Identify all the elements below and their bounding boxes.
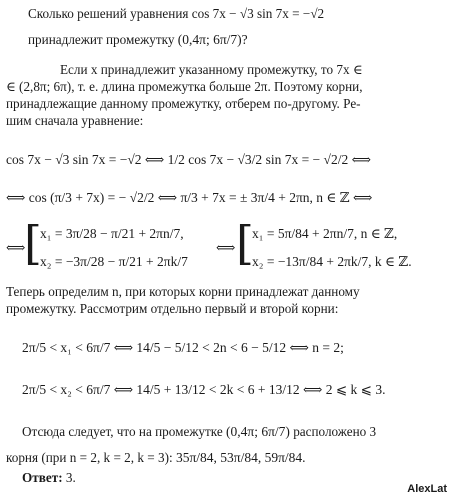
system-arrow-left: ⟺ xyxy=(6,240,26,255)
watermark: AlexLat xyxy=(407,483,447,495)
para3-text-roots-label: корня (при n = 2, k = 2, k = 3): xyxy=(6,450,173,465)
para3-text-c: расположено 3 xyxy=(293,424,377,439)
inequality-1: 2π/5 < x₁ < 6π/7 ⟺ 14/5 − 5/12 < 2n < 6 − 5/12 ⟺ n = 2; xyxy=(22,340,344,355)
para1-line-3: принадлежащие данному промежутку, отберем по-другому. Ре- xyxy=(6,96,361,111)
eq1-arrow: ⟺ xyxy=(351,152,371,167)
eq1-mid: cos 7x − xyxy=(188,152,235,167)
para1-line-1: Если x принадлежит указанному промежутку, то 7x ∈ xyxy=(60,62,363,77)
problem-line-2 xyxy=(28,32,248,48)
system-arrow-mid: ⟺ xyxy=(216,240,236,255)
para3-interval: (0,4π; 6π/7) xyxy=(226,424,290,439)
system-1-brace: [ xyxy=(24,216,42,270)
answer-label: Ответ: xyxy=(22,470,63,485)
eq1-sqrt3-half: √3/2 xyxy=(237,152,263,167)
eq2-pi3-b: π/3 xyxy=(180,190,198,205)
eq1-left: cos 7x − √3 sin 7x = −√2 ⟺ xyxy=(6,152,165,167)
eq2-e: + 2πn, n ∈ ℤ ⟺ xyxy=(278,190,373,205)
answer-line xyxy=(22,470,76,486)
para2-line-1: Теперь определим n, при которых корни принадлежат данному xyxy=(6,284,360,299)
eq2-sqrt2-half: √2/2 xyxy=(129,190,155,205)
eq2-b: + 7x) = − xyxy=(75,190,127,205)
system-1-x2: x₂ = −3π/28 − π/21 + 2πk/7 xyxy=(40,254,188,269)
equation-1 xyxy=(6,152,371,168)
eq2-d: + 7x = ± xyxy=(201,190,248,205)
eq2-pi3: π/3 xyxy=(54,190,72,205)
system-2-brace: [ xyxy=(236,216,254,270)
eq1-sqrt2-half: √2/2 xyxy=(323,152,349,167)
inequality-2: 2π/5 < x₂ < 6π/7 ⟺ 14/5 + 13/12 < 2k < 6 + 13/12 ⟺ 2 ⩽ k ⩽ 3. xyxy=(22,382,386,397)
para2-line-2: промежутку. Рассмотрим отдельно первый и второй корни: xyxy=(6,301,339,316)
eq2-pm: 3π/4 xyxy=(250,190,275,205)
eq2-c: ⟺ xyxy=(157,190,178,205)
equation-2: ⟺ cos (π/3 + 7x) = − √2/2 ⟺ π/3 + 7x = ± 3π/4 + 2πn, n ∈ ℤ ⟺ xyxy=(6,190,373,205)
para1-line-4: шим сначала уравнение: xyxy=(6,113,144,128)
system-2-x2: x₂ = −13π/84 + 2πk/7, k ∈ ℤ. xyxy=(252,254,412,269)
para3-line-1 xyxy=(22,424,376,440)
para3-line-2 xyxy=(6,450,306,466)
answer-value: 3. xyxy=(65,470,76,485)
system-1-x1: x₁ = 3π/28 − π/21 + 2πn/7, xyxy=(40,226,184,241)
para1-line-2: ∈ (2,8π; 6π), т. е. длина промежутка больше 2π. Поэтому корни, xyxy=(6,79,363,94)
problem-text: принадлежит промежутку xyxy=(28,32,175,47)
eq2-a: ⟺ cos xyxy=(6,190,47,205)
system-2-x1: x₁ = 5π/84 + 2πn/7, n ∈ ℤ, xyxy=(252,226,398,241)
problem-interval: (0,4π; 6π/7)? xyxy=(177,32,248,47)
problem-line-1: Сколько решений уравнения cos 7x − √3 sin 7x = −√2 xyxy=(28,6,325,21)
para3-text-a: Отсюда следует, что на промежутке xyxy=(22,424,223,439)
eq1-half: 1/2 xyxy=(167,152,185,167)
eq1-mid2: sin 7x = − xyxy=(265,152,321,167)
para3-roots: 35π/84, 53π/84, 59π/84. xyxy=(175,450,306,465)
